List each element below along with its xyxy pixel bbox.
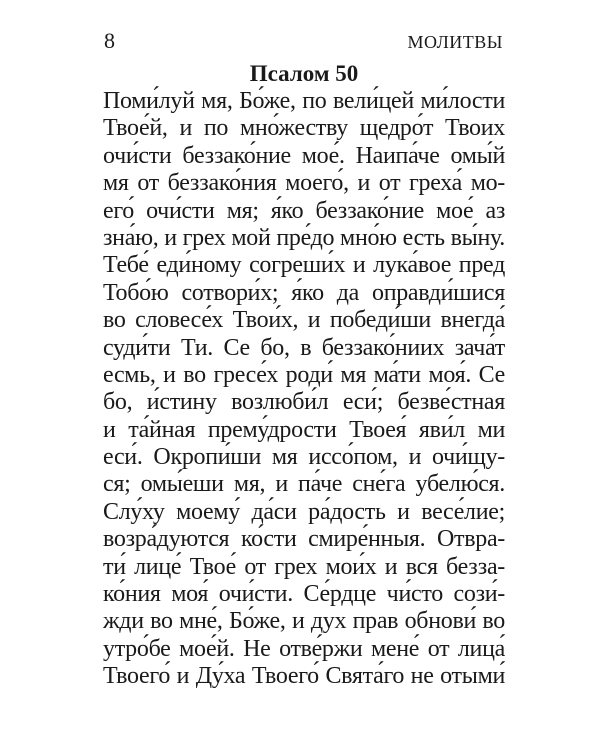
page-number: 8 xyxy=(104,28,115,53)
text-line: Тобо́ю сотвори́х; я́ко да оправди́шися xyxy=(103,279,505,306)
text-line: зна́ю, и грех мой пре́до мно́ю есть вы́ну. xyxy=(103,224,505,251)
text-line: есмь, и во гресе́х роди́ мя ма́ти моя́. Се xyxy=(103,361,505,388)
text-line: жди во мне́, Бо́же, и дух прав обнови́ во xyxy=(103,608,505,635)
text-line: Слу́ху моему́ да́си ра́дость и весе́лие; xyxy=(103,498,505,525)
text-line: утро́бе мое́й. Не отве́ржи мене́ от лица́ xyxy=(103,635,505,662)
text-line: возра́дуются ко́сти смире́нныя. Отвра- xyxy=(103,526,505,553)
text-line: мя от беззако́ния моего́, и от греха́ мо- xyxy=(103,170,505,197)
text-line: Поми́луй мя, Бо́же, по вели́цей ми́лости xyxy=(103,88,505,114)
text-line: Твое́й, и по мно́жеству щедро́т Твоих xyxy=(103,115,505,142)
text-line: суди́ти Ти. Се бо, в беззако́ниих зача́т xyxy=(103,334,505,361)
text-line: ти́ лице́ Твое́ от грех мои́х и вся безза- xyxy=(103,553,505,580)
text-line: Твоего́ и Ду́ха Твоего́ Свята́го не отыми́ xyxy=(103,663,505,690)
text-line: ко́ния моя́ очи́сти. Се́рдце чи́сто сози́- xyxy=(103,581,505,608)
text-line: его́ очи́сти мя; я́ко беззако́ние мое́ аз xyxy=(103,197,505,224)
psalm-title: Псалом 50 xyxy=(249,61,359,86)
psalm-text xyxy=(103,88,505,691)
text-line: ся; омы́еши мя, и па́че сне́га убелю́ся. xyxy=(103,471,505,498)
text-line: Тебе́ еди́ному согреши́х и лука́вое пред xyxy=(103,252,505,279)
running-title: МОЛИТВЫ xyxy=(407,32,503,52)
text-line: очи́сти беззако́ние мое́. Наипа́че омы́й xyxy=(103,142,505,169)
text-line: и та́йная прему́дрости Твоея́ яви́л ми xyxy=(103,416,505,443)
text-line: во словесе́х Твои́х, и победи́ши внегда́ xyxy=(103,307,505,334)
text-line: бо, и́стину возлюби́л еси́; безве́стная xyxy=(103,389,505,416)
text-line: еси́. Окропи́ши мя иссо́пом, и очи́щу- xyxy=(103,444,505,471)
